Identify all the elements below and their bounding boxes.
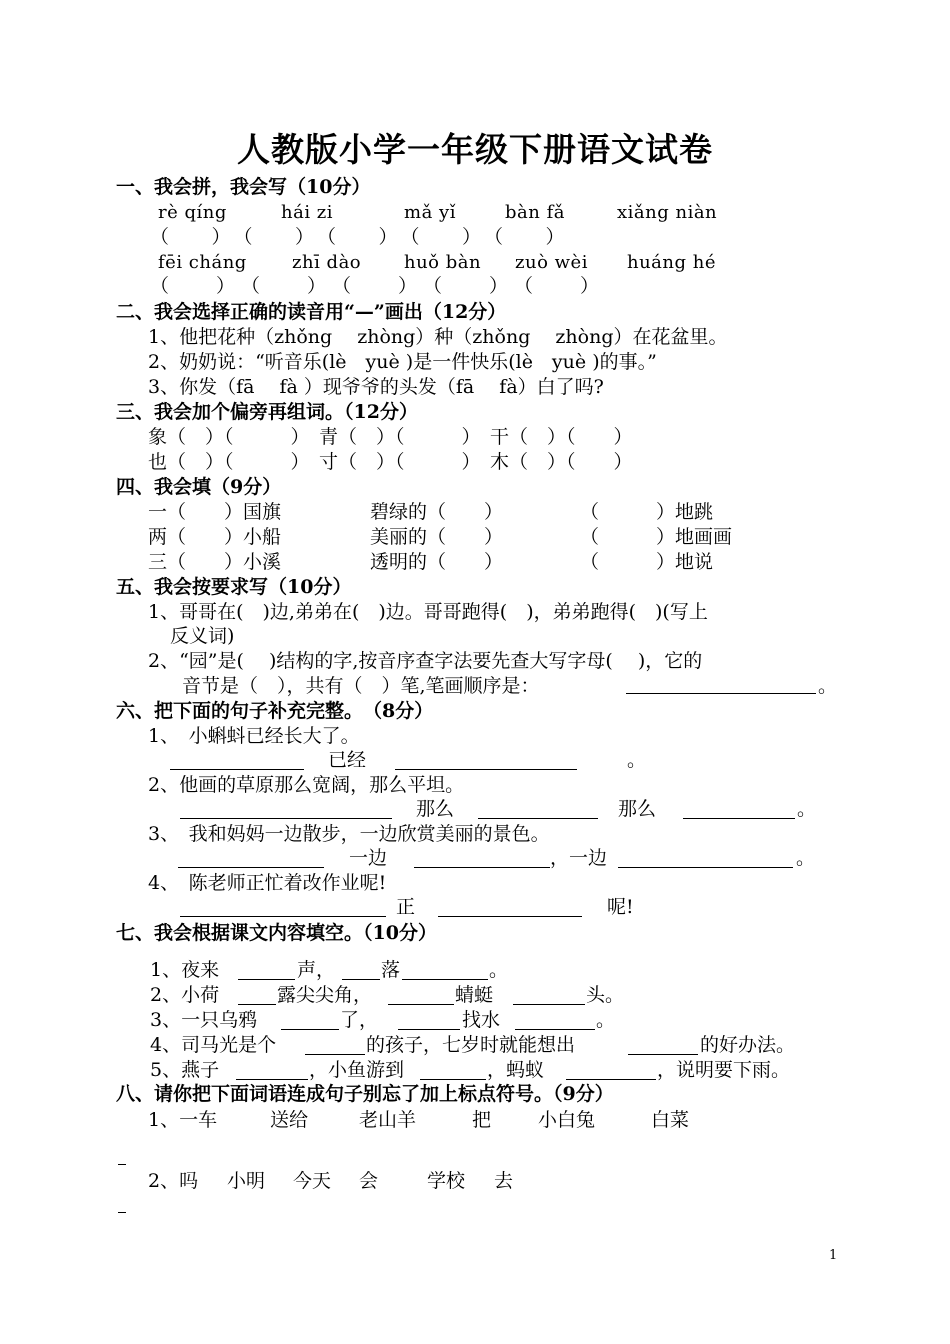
s7-item5-text-1: 5、燕子 xyxy=(150,1059,220,1081)
section-3-heading: 三、我会加个偏旁再组词。（12分） xyxy=(116,401,418,423)
s7-item4-blank-2[interactable] xyxy=(628,1054,698,1055)
s7-item5-text-4: ，说明要下雨。 xyxy=(657,1059,791,1081)
section-6-heading: 六、把下面的句子补充完整。 （8分） xyxy=(116,700,434,722)
s7-item3-blank-3[interactable] xyxy=(515,1029,595,1030)
s7-item3-text-4: 。 xyxy=(596,1009,616,1031)
s8-item2-word-5: 学校 xyxy=(427,1170,466,1192)
s7-item5-text-2: ，小鱼游到 xyxy=(309,1059,405,1081)
section-6-item-4: 4、 陈老师正忙着改作业呢! xyxy=(148,872,387,894)
stroke-order-blank[interactable] xyxy=(626,693,816,694)
page-title: 人教版小学一年级下册语文试卷 xyxy=(237,130,713,169)
section-5-item-2: 2、“园”是( )结构的字,按音序查字法要先查大写字母( )，它的 xyxy=(148,650,703,672)
s6-item1-blank-1[interactable] xyxy=(170,769,304,770)
section-3-row-2: 也（ ）（ ） 寸（ ）（ ） 木（ ）（ ） xyxy=(148,451,633,473)
s7-item3-blank-2[interactable] xyxy=(398,1029,460,1030)
s7-item5-blank-2[interactable] xyxy=(420,1079,486,1080)
s6-item1-word: 已经 xyxy=(328,749,367,771)
pinyin-8: huǒ bàn xyxy=(404,252,482,273)
s7-item1-text-4: 。 xyxy=(489,959,509,981)
section-5-item-1-cont: 反义词) xyxy=(170,625,235,647)
section-6-item-2: 2、他画的草原那么宽阔，那么平坦。 xyxy=(148,774,465,796)
s8-item2-word-3: 今天 xyxy=(293,1170,332,1192)
s7-item5-blank-1[interactable] xyxy=(236,1079,308,1080)
measure-word-3: 三（ ）小溪 xyxy=(148,551,282,573)
section-5-item-2-cont: 音节是（ ），共有（ ）笔,笔画顺序是： xyxy=(182,675,540,697)
s6-item3-blank-1[interactable] xyxy=(178,867,324,868)
section-2-item-2: 2、奶奶说：“听音乐(lè yuè )是一件快乐(lè yuè )的事。” xyxy=(148,351,657,373)
s6-item2-word-2: 那么 xyxy=(618,798,657,820)
s8-item2-word-4: 会 xyxy=(359,1170,379,1192)
s6-item4-blank-2[interactable] xyxy=(438,916,582,917)
pinyin-10: huáng hé xyxy=(627,252,716,273)
adverb-1: （ ）地跳 xyxy=(580,501,714,523)
s7-item5-text-3: ，蚂蚁 xyxy=(487,1059,545,1081)
s6-item2-blank-2[interactable] xyxy=(478,818,598,819)
s6-item1-blank-2[interactable] xyxy=(395,769,577,770)
pinyin-5: xiǎng niàn xyxy=(617,202,718,223)
s7-item4-text-2: 的孩子，七岁时就能想出 xyxy=(366,1034,576,1056)
s6-item4-word-1: 正 xyxy=(396,896,416,918)
s6-item3-word-1: 一边 xyxy=(349,847,388,869)
s8-item1-word-2: 送给 xyxy=(270,1109,309,1131)
s8-item1-word-1: 1、一车 xyxy=(148,1109,218,1131)
adjective-1: 碧绿的（ ） xyxy=(370,501,504,523)
section-2-item-1: 1、他把花种（zhǒng zhòng）种（zhǒng zhòng）在花盆里。 xyxy=(148,326,728,348)
s6-item2-word-1: 那么 xyxy=(416,798,455,820)
section-6-item-3: 3、 我和妈妈一边散步，一边欣赏美丽的景色。 xyxy=(148,823,550,845)
s7-item2-text-4: 头。 xyxy=(586,984,625,1006)
s6-item1-end: 。 xyxy=(627,749,647,771)
s7-item1-blank-2[interactable] xyxy=(342,979,380,980)
s8-item2-word-1: 2、吗 xyxy=(148,1170,199,1192)
adverb-3: （ ）地说 xyxy=(580,551,714,573)
section-5-item-1: 1、哥哥在( )边,弟弟在( )边。哥哥跑得( )，弟弟跑得( )(写上 xyxy=(148,601,708,623)
section-1-heading: 一、我会拼，我会写（10分） xyxy=(116,176,371,198)
section-5-heading: 五、我会按要求写（10分） xyxy=(116,576,352,598)
s6-item3-word-2: ，一边 xyxy=(550,847,608,869)
s6-item3-end: 。 xyxy=(796,847,816,869)
s8-item1-word-4: 把 xyxy=(472,1109,492,1131)
answer-boxes-row-2[interactable]: （ ） （ ） （ ） （ ） （ ） xyxy=(150,275,603,297)
s7-item1-text-1: 1、夜来 xyxy=(150,959,220,981)
pinyin-9: zuò wèi xyxy=(515,252,588,273)
s7-item2-text-3: 蜻蜓 xyxy=(455,984,494,1006)
adjective-3: 透明的（ ） xyxy=(370,551,504,573)
s7-item3-text-1: 3、一只乌鸦 xyxy=(150,1009,258,1031)
s7-item5-blank-3[interactable] xyxy=(566,1079,656,1080)
s8-item2-word-6: 去 xyxy=(494,1170,514,1192)
s7-item2-text-1: 2、小荷 xyxy=(150,984,220,1006)
s8-item1-word-6: 白菜 xyxy=(651,1109,690,1131)
measure-word-2: 两（ ）小船 xyxy=(148,526,282,548)
s6-item2-end: 。 xyxy=(797,798,817,820)
s7-item3-text-3: 找水 xyxy=(462,1009,501,1031)
section-2-item-3: 3、你发（fā fà ）现爷爷的头发（fā fà）白了吗? xyxy=(148,376,604,398)
s8-item1-word-5: 小白兔 xyxy=(538,1109,596,1131)
page-number: 1 xyxy=(829,1248,838,1263)
answer-boxes-row-1[interactable]: （ ） （ ） （ ） （ ） （ ） xyxy=(150,226,567,248)
section-5-item-2-end: 。 xyxy=(818,675,838,697)
pinyin-2: hái zi xyxy=(281,202,334,223)
s7-item1-blank-3[interactable] xyxy=(402,979,488,980)
section-2-heading: 二、我会选择正确的读音用“—”画出（12分） xyxy=(116,301,507,323)
pinyin-4: bàn fǎ xyxy=(505,202,565,223)
s7-item2-blank-1[interactable] xyxy=(238,1004,276,1005)
section-4-heading: 四、我会填（9分） xyxy=(116,476,282,498)
section-3-row-1: 象（ ）（ ） 青（ ）（ ） 干（ ）（ ） xyxy=(148,426,633,448)
adjective-2: 美丽的（ ） xyxy=(370,526,504,548)
s7-item2-blank-3[interactable] xyxy=(513,1004,585,1005)
adverb-2: （ ）地画画 xyxy=(580,526,733,548)
s6-item2-blank-1[interactable] xyxy=(180,818,392,819)
pinyin-3: mǎ yǐ xyxy=(404,202,456,223)
s7-item2-blank-2[interactable] xyxy=(388,1004,454,1005)
s6-item3-blank-3[interactable] xyxy=(618,867,793,868)
measure-word-1: 一（ ）国旗 xyxy=(148,501,282,523)
s7-item2-text-2: 露尖尖角， xyxy=(277,984,373,1006)
section-6-item-1: 1、 小蝌蚪已经长大了。 xyxy=(148,725,360,747)
section-7-heading: 七、我会根据课文内容填空。（10分） xyxy=(116,922,437,944)
s7-item4-text-3: 的好办法。 xyxy=(700,1034,796,1056)
pinyin-1: rè qíng xyxy=(158,202,227,223)
s7-item3-text-2: 了， xyxy=(340,1009,379,1031)
s7-item4-text-1: 4、司马光是个 xyxy=(150,1034,277,1056)
s8-item1-answer-line[interactable] xyxy=(118,1164,126,1165)
s7-item1-text-2: 声， xyxy=(297,959,336,981)
s7-item1-blank-1[interactable] xyxy=(238,979,295,980)
s8-item1-word-3: 老山羊 xyxy=(359,1109,417,1131)
s8-item2-answer-line[interactable] xyxy=(118,1212,126,1213)
s7-item1-text-3: 落 xyxy=(381,959,401,981)
s6-item4-blank-1[interactable] xyxy=(180,916,386,917)
s6-item4-word-2: 呢! xyxy=(607,896,634,918)
s6-item3-blank-2[interactable] xyxy=(414,867,550,868)
s8-item2-word-2: 小明 xyxy=(227,1170,266,1192)
pinyin-6: fēi cháng xyxy=(158,252,247,273)
s7-item3-blank-1[interactable] xyxy=(281,1029,339,1030)
s6-item2-blank-3[interactable] xyxy=(683,818,795,819)
pinyin-7: zhī dào xyxy=(292,252,362,273)
section-8-heading: 八、请你把下面词语连成句子别忘了加上标点符号。（9分） xyxy=(116,1083,614,1105)
s7-item4-blank-1[interactable] xyxy=(305,1054,365,1055)
